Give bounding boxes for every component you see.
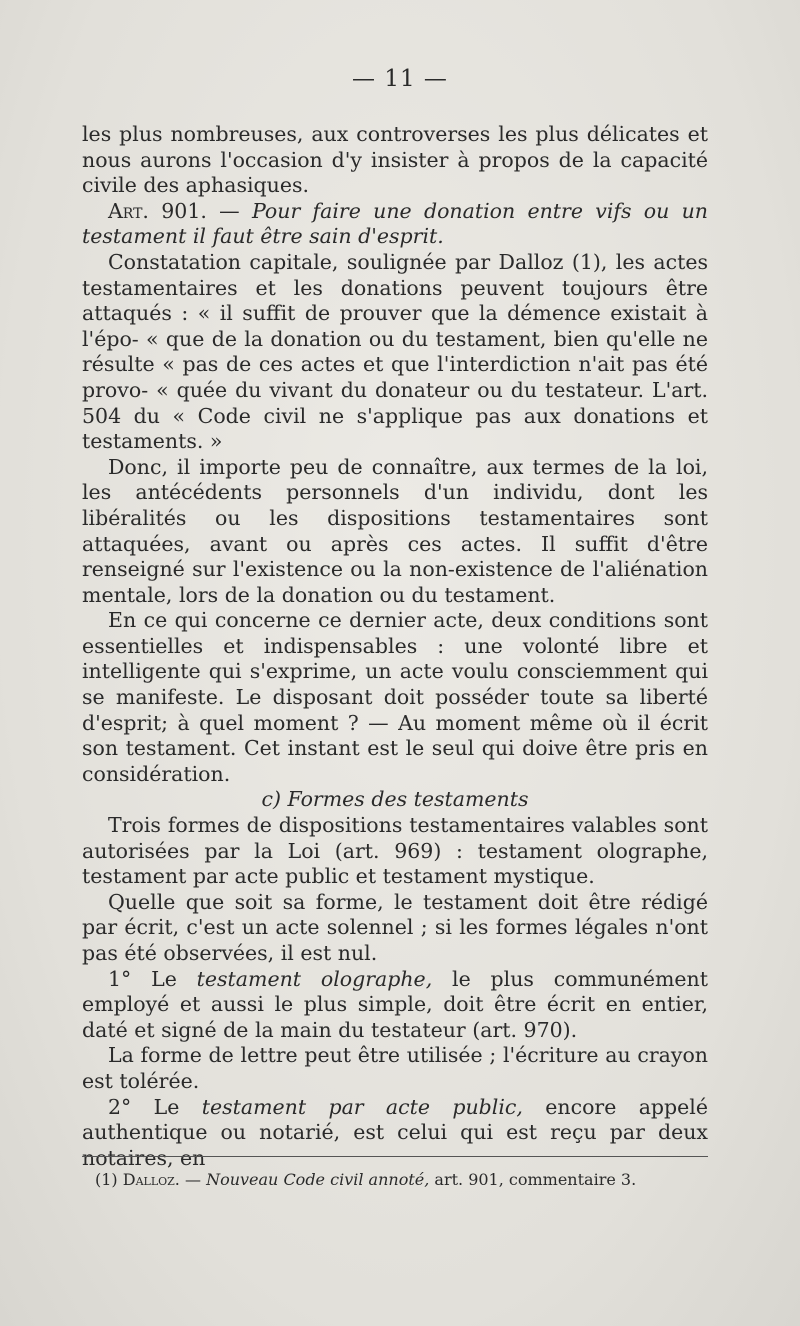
footnote-title: Nouveau Code civil annoté,	[206, 1170, 430, 1189]
p8-start: 1° Le	[108, 966, 197, 991]
paragraph-3: Constatation capitale, soulignée par Dalloz (1), les actes testamentaires et les donations peuvent toujours être attaqués : « il suffit de prouver que la démence existait à l'épo- « que de la donation ou du testament, bien qu'elle ne résulte « pas de ces actes et que l'interdiction n'ait pas été provo- « quée du vivant du donateur ou du testateur. L'art. 504 du « Code civil ne s'applique pas aux donations et testaments. »	[82, 249, 708, 454]
p8-term: testament olographe,	[196, 966, 433, 991]
footnote-number: (1)	[95, 1170, 123, 1189]
section-heading: c) Formes des testaments	[261, 787, 529, 812]
article-text: Pour faire une donation entre vifs ou un testament il faut être sain d'esprit.	[82, 198, 708, 249]
p10-start: 2° Le	[108, 1094, 202, 1119]
body-text	[82, 122, 708, 1171]
paragraph-6: Trois formes de dispositions testamentaires valables sont autorisées par la Loi (art. 969) : testament olographe, testament par acte public et testament mystique.	[82, 813, 708, 889]
paragraph-4: Donc, il importe peu de connaître, aux termes de la loi, les antécédents personnels d'un individu, dont les libéralités ou les dispositions testamentaires sont attaquées, avant ou après ces actes. Il suffit d'être renseigné sur l'existence ou la non-existence de l'aliénation mentale, lors de la donation ou du testament.	[82, 454, 708, 607]
paragraph-9: La forme de lettre peut être utilisée ; l'écriture au crayon est tolérée.	[82, 1043, 708, 1093]
p10-end: encore appelé authentique ou notarié, est celui qui est reçu par deux notaires, en	[82, 1094, 708, 1170]
footnote-author: Dalloz.	[122, 1170, 180, 1189]
footnote-separator: —	[179, 1170, 207, 1189]
paragraph-1: les plus nombreuses, aux controverses les plus délicates et nous aurons l'occasion d'y insister à propos de la capacité civile des aphasiques.	[82, 122, 708, 198]
footnote	[95, 1170, 708, 1190]
article-label: Art. 901. —	[108, 198, 252, 223]
footnote-divider	[82, 1156, 708, 1157]
paragraph-8	[82, 967, 708, 1044]
page-number: — 11 —	[352, 66, 448, 92]
paragraph-5: En ce qui concerne ce dernier acte, deux conditions sont essentielles et indispensables : une volonté libre et intelligente qui s'exprime, un acte voulu consciemment qui se manifeste. Le disposant doit posséder toute sa liberté d'esprit; à quel moment ? — Au moment même où il écrit son testament. Cet instant est le seul qui doive être pris en considération.	[82, 608, 708, 786]
paragraph-article-901	[82, 199, 708, 250]
paragraph-7: Quelle que soit sa forme, le testament doit être rédigé par écrit, c'est un acte solennel ; si les formes légales n'ont pas été observées, il est nul.	[82, 889, 708, 965]
footnote-rest: art. 901, commentaire 3.	[429, 1170, 637, 1189]
p8-end: le plus communément employé et aussi le plus simple, doit être écrit en entier, daté et signé de la main du testateur (art. 970).	[82, 966, 708, 1042]
p10-term: testament par acte public,	[201, 1094, 523, 1119]
paragraph-10	[82, 1095, 708, 1172]
